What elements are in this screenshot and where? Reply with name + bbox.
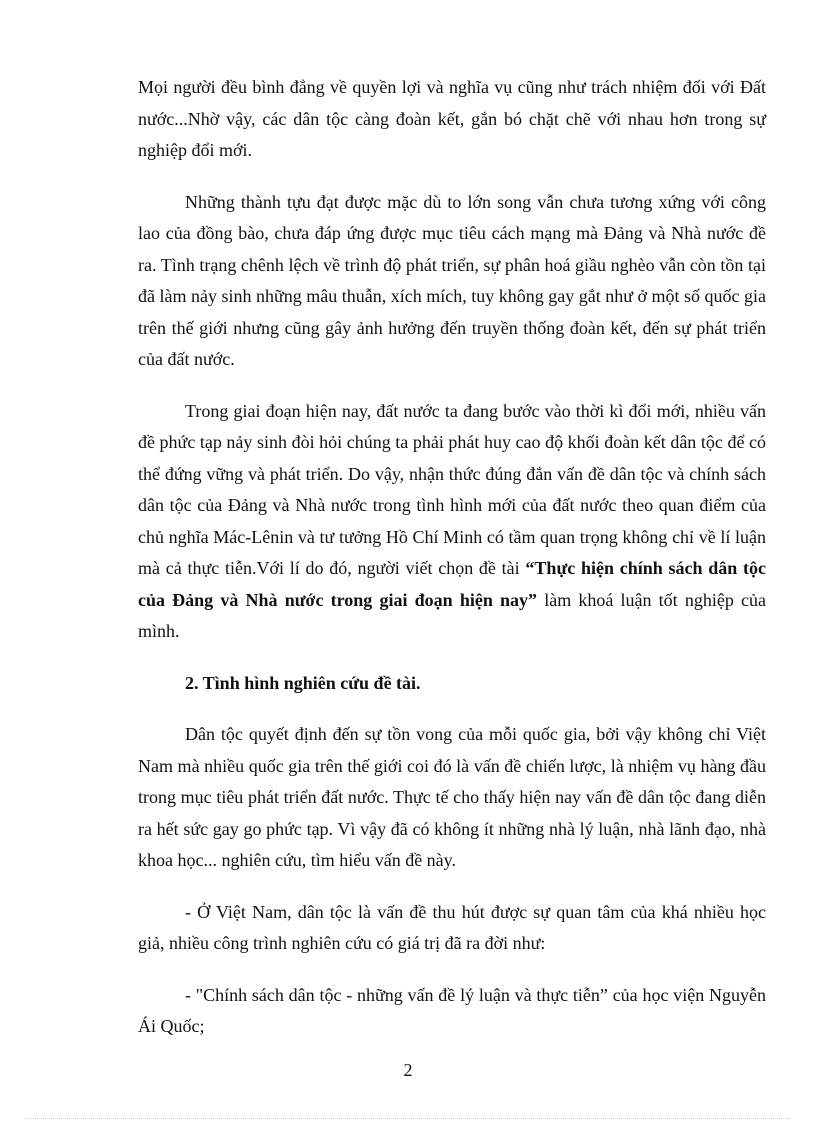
paragraph-3-text-after: làm khoá luận tốt nghiệp của mình. bbox=[138, 589, 766, 641]
section-heading: 2. Tình hình nghiên cứu đề tài. bbox=[185, 672, 421, 693]
paragraph-6: - "Chính sách dân tộc - những vấn đề lý luận và thực tiễn” của học viện Nguyễn Ái Quốc; bbox=[138, 984, 766, 1036]
paragraph-2: Những thành tựu đạt được mặc dù to lớn song vẫn chưa tương xứng với công lao của đồng bào, chưa đáp ứng được mục tiêu cách mạng mà Đảng và Nhà nước đề ra. Tình trạng chênh lệch về trình độ phát triển, sự phân hoá giầu nghèo vẫn còn tồn tại đã làm nảy sinh những mâu thuẫn, xích mích, tuy không gay gắt như ở một số quốc gia trên thế giới nhưng cũng gây ảnh hưởng đến truyền thống đoàn kết, đến sự phát triển của đất nước. bbox=[138, 191, 766, 369]
thesis-topic-title: “Thực hiện chính sách dân tộc của Đảng và Nhà nước trong giai đoạn hiện nay” bbox=[138, 558, 767, 610]
document-body bbox=[138, 72, 766, 1063]
page-number: 2 bbox=[403, 1060, 413, 1080]
paragraph-3 bbox=[138, 396, 766, 648]
paragraph-4: Dân tộc quyết định đến sự tồn vong của mỗi quốc gia, bởi vậy không chỉ Việt Nam mà nhiều quốc gia trên thế giới coi đó là vấn đề chiến lược, là nhiệm vụ hàng đầu trong mục tiêu phát triển đất nước. Thực tế cho thấy hiện nay vấn đề dân tộc đang diễn ra hết sức gay go phức tạp. Vì vậy đã có không ít những nhà lý luận, nhà lãnh đạo, nhà khoa học... nghiên cứu, tìm hiểu vấn đề này. bbox=[138, 724, 766, 870]
page-bottom-rule bbox=[26, 1118, 790, 1119]
paragraph-5: - Ở Việt Nam, dân tộc là vấn đề thu hút được sự quan tâm của khá nhiều học giả, nhiều công trình nghiên cứu có giá trị đã ra đời như: bbox=[138, 901, 766, 953]
paragraph-1: Mọi người đều bình đẳng về quyền lợi và nghĩa vụ cũng như trách nhiệm đối với Đất nước...Nhờ vậy, các dân tộc càng đoàn kết, gắn bó chặt chẽ với nhau hơn trong sự nghiệp đổi mới. bbox=[138, 77, 766, 160]
paragraph-3-text-before: Trong giai đoạn hiện nay, đất nước ta đang bước vào thời kì đổi mới, nhiều vấn đề phức tạp nảy sinh đòi hỏi chúng ta phải phát huy cao độ khối đoàn kết dân tộc để có thể đứng vững và phát triển. Do vậy, nhận thức đúng đắn vấn đề dân tộc và chính sách dân tộc của Đảng và Nhà nước trong tình hình mới của đất nước theo quan điểm của chủ nghĩa Mác-Lênin và tư tưởng Hồ Chí Minh có tầm quan trọng không chỉ về lí luận mà cả thực tiễn.Với lí do đó, người viết chọn đề tài bbox=[138, 400, 766, 578]
